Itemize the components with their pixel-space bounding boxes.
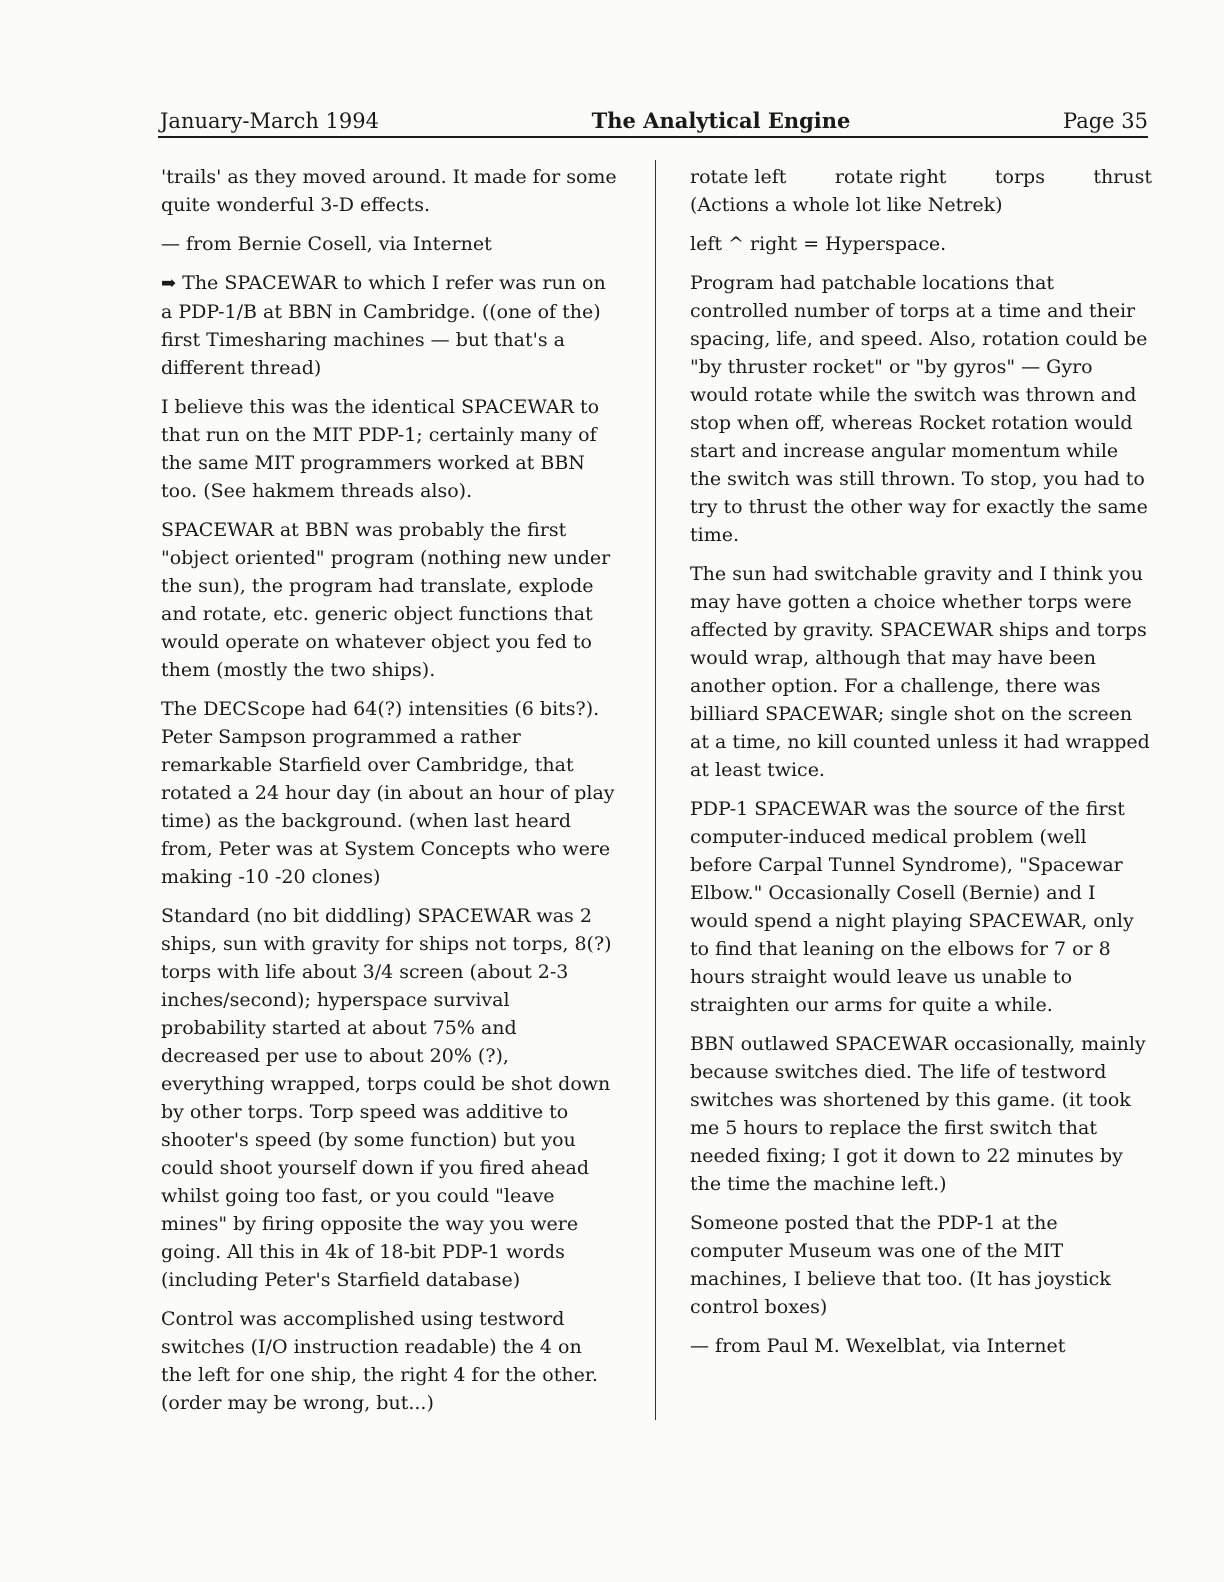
paragraph-text: The SPACEWAR to which I refer was run on a PDP-1/B at BBN in Cambridge. ((one of the) first Timesharing machines — but that's a different thread) [161,272,606,379]
right-arrow-icon: ➡ [161,273,177,294]
paragraph: left ^ right = Hyperspace. [690,233,947,255]
paragraph: I believe this was the identical SPACEWAR to that run on the MIT PDP-1; certainly many of the same MIT programmers worked at BBN too. (See hakmem threads also). [161,396,600,502]
paragraph: Control was accomplished using testword switches (I/O instruction readable) the 4 on the left for one ship, the right 4 for the other. (order may be wrong, but...) [161,1308,598,1414]
paragraph: 'trails' as they moved around. It made for some quite wonderful 3-D effects. [161,166,617,216]
left-column [161,163,617,1428]
controls-list [690,163,1152,191]
page-number: Page 35 [1063,109,1148,133]
paragraph: The sun had switchable gravity and I think you may have gotten a choice whether torps were affected by gravity. SPACEWAR ships and torps would wrap, although that may have been another option. For a challenge, there was billiard SPACEWAR; single shot on the screen at a time, no kill counted unless it had wrapped at least twice. [690,563,1150,781]
paragraph [161,269,617,382]
attribution: — from Bernie Cosell, via Internet [161,233,492,255]
right-column [690,163,1152,1371]
paragraph: BBN outlawed SPACEWAR occasionally, mainly because switches died. The life of testword switches was shortened by this game. (it took me 5 hours to replace the first switch that needed fixing; I got it down to 22 minutes by the time the machine left.) [690,1033,1146,1195]
control-rotate-left: rotate left [690,166,787,188]
paragraph: SPACEWAR at BBN was probably the first "object oriented" program (nothing new under the sun), the program had translate, explode and rotate, etc. generic object functions that would operate on whatever object you fed to them (mostly the two ships). [161,519,611,681]
control-rotate-right: rotate right [834,166,947,188]
paragraph: The DECScope had 64(?) intensities (6 bits?). Peter Sampson programmed a rather remarkable Starfield over Cambridge, that rotated a 24 hour day (in about an hour of play time) as the background. (when last heard from, Peter was at System Concepts who were making -10 -20 clones) [161,698,615,888]
paragraph: Standard (no bit diddling) SPACEWAR was 2 ships, sun with gravity for ships not torps, 8(?) torps with life about 3/4 screen (about 2-3 inches/second); hyperspace survival probability started at about 75% and decreased per use to about 20% (?), everything wrapped, torps could be shot down by other torps. Torp speed was additive to shooter's speed (by some function) but you could shoot yourself down if you fired ahead whilst going too fast, or you could "leave mines" by firing opposite the way you were going. All this in 4k of 18-bit PDP-1 words (including Peter's Starfield database) [161,905,612,1291]
page-header [160,108,1148,136]
control-torps: torps [994,166,1045,188]
publication-title: The Analytical Engine [591,108,851,133]
paragraph: Program had patchable locations that controlled number of torps at a time and their spacing, life, and speed. Also, rotation could be "by thruster rocket" or "by gyros" — Gyro would rotate while the switch was thrown and stop when off, whereas Rocket rotation would start and increase angular momentum while the switch was still thrown. To stop, you had to try to thrust the other way for exactly the same time. [690,272,1148,546]
paragraph: Someone posted that the PDP-1 at the computer Museum was one of the MIT machines, I believe that too. (It has joystick control boxes) [690,1212,1111,1318]
attribution: — from Paul M. Wexelblat, via Internet [690,1335,1066,1357]
control-thrust: thrust [1093,166,1152,188]
header-rule [158,136,1148,138]
issue-date: January-March 1994 [160,109,379,133]
paragraph: (Actions a whole lot like Netrek) [690,194,1003,216]
column-divider [655,160,656,1420]
paragraph: PDP-1 SPACEWAR was the source of the first computer-induced medical problem (well before Carpal Tunnel Syndrome), "Spacewar Elbow." Occasionally Cosell (Bernie) and I would spend a night playing SPACEWAR, only to find that leaning on the elbows for 7 or 8 hours straight would leave us unable to straighten our arms for quite a while. [690,798,1134,1016]
